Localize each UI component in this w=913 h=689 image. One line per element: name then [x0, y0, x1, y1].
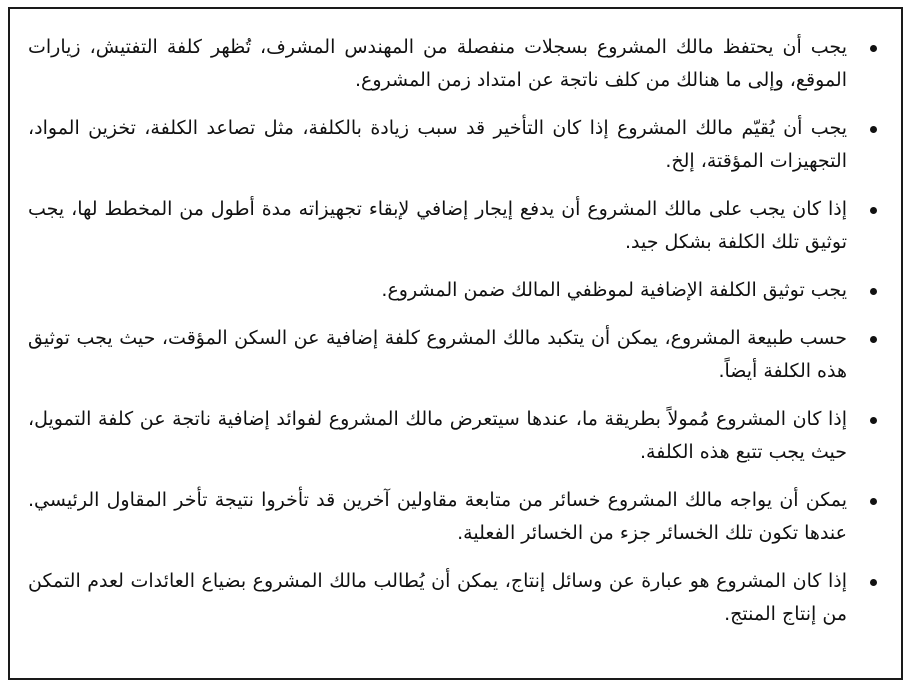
bullet-icon [870, 417, 877, 424]
list-item [28, 31, 881, 97]
list-item [28, 322, 881, 388]
list-item [28, 112, 881, 178]
list-item-text: يمكن أن يواجه مالك المشروع خسائر من متابعة مقاولين آخرين قد تأخروا نتيجة تأخر المقاول الرئيسي. عندها تكون تلك الخسائر جزء من الخسائر الفعلية. [28, 489, 847, 544]
bullet-list [10, 9, 901, 631]
list-item [28, 484, 881, 550]
bullet-icon [870, 45, 877, 52]
list-item-text: إذا كان المشروع مُمولاً بطريقة ما، عندها سيتعرض مالك المشروع لفوائد إضافية ناتجة عن كلفة التمويل، حيث يجب تتبع هذه الكلفة. [28, 408, 847, 463]
list-item-text: يجب توثيق الكلفة الإضافية لموظفي المالك ضمن المشروع. [381, 279, 847, 301]
bullet-icon [870, 336, 877, 343]
list-item-text: إذا كان يجب على مالك المشروع أن يدفع إيجار إضافي لإبقاء تجهيزاته مدة أطول من المخطط لها، يجب توثيق تلك الكلفة بشكل جيد. [28, 198, 847, 253]
list-item [28, 193, 881, 259]
bullet-icon [870, 498, 877, 505]
list-item-text: إذا كان المشروع هو عبارة عن وسائل إنتاج، يمكن أن يُطالب مالك المشروع بضياع العائدات لعدم التمكن من إنتاج المنتج. [28, 570, 847, 625]
bullet-icon [870, 579, 877, 586]
bullet-icon [870, 288, 877, 295]
list-item-text: يجب أن يحتفظ مالك المشروع بسجلات منفصلة من المهندس المشرف، تُظهر كلفة التفتيش، زيارات الموقع، وإلى ما هنالك من كلف ناتجة عن امتداد زمن المشروع. [28, 36, 847, 91]
bullet-icon [870, 207, 877, 214]
list-item [28, 403, 881, 469]
document-frame [8, 7, 903, 680]
bullet-icon [870, 126, 877, 133]
list-item-text: حسب طبيعة المشروع، يمكن أن يتكبد مالك المشروع كلفة إضافية عن السكن المؤقت، حيث يجب توثيق هذه الكلفة أيضاً. [28, 327, 847, 382]
list-item [28, 274, 881, 307]
list-item-text: يجب أن يُقيّم مالك المشروع إذا كان التأخير قد سبب زيادة بالكلفة، مثل تصاعد الكلفة، تخزين المواد، التجهيزات المؤقتة، إلخ. [28, 117, 847, 172]
list-item [28, 565, 881, 631]
